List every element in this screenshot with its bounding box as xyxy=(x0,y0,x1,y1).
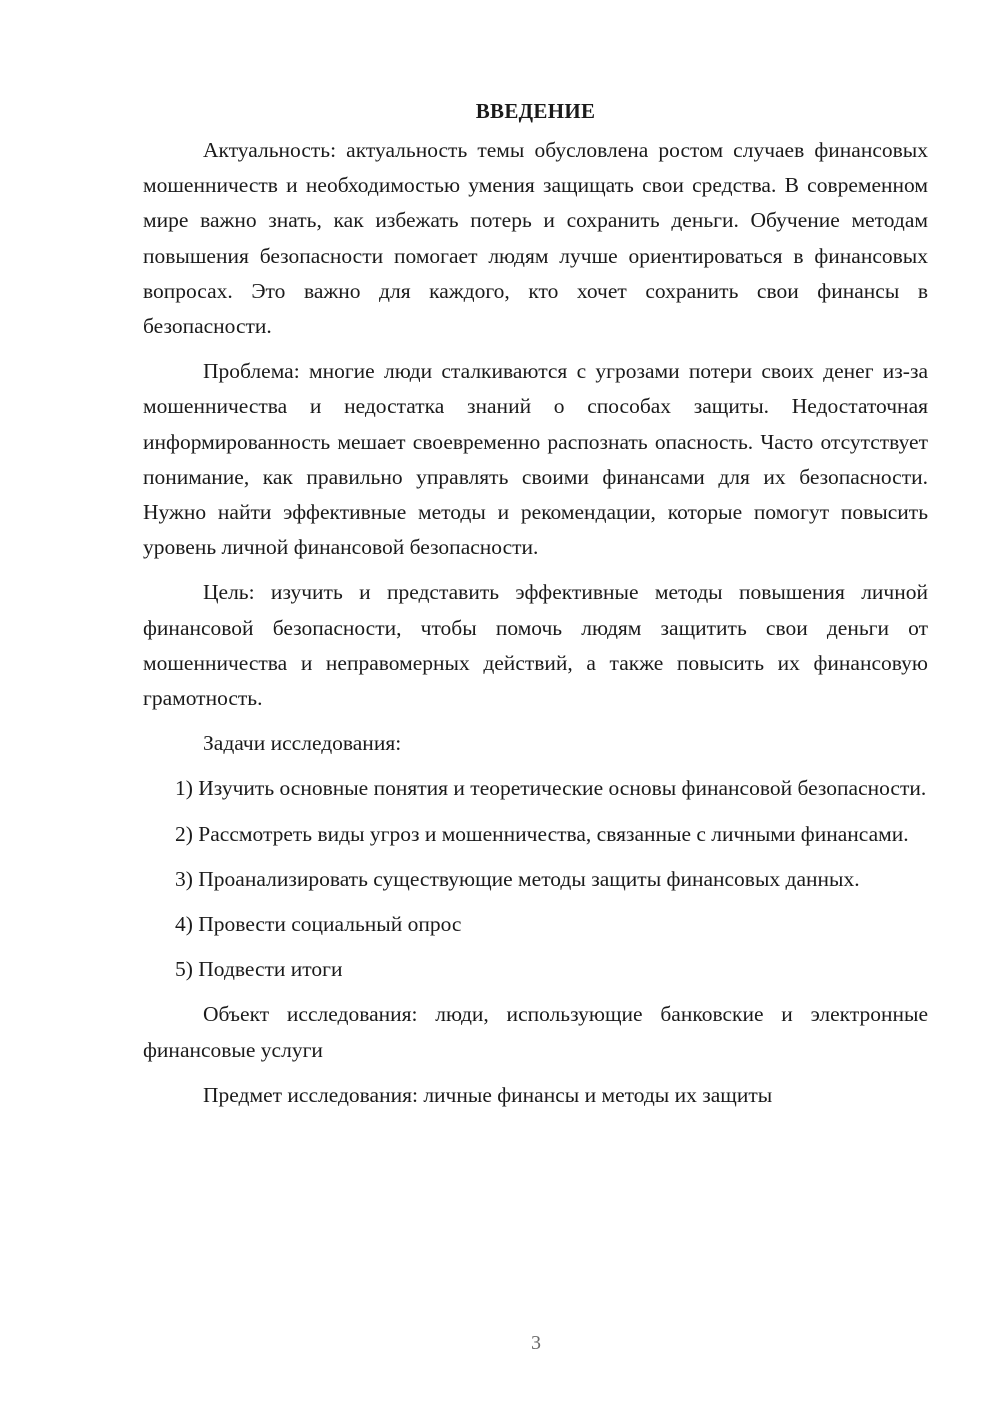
task-item-5: 5) Подвести итоги xyxy=(175,957,343,982)
task-item-2: 2) Рассмотреть виды угроз и мошенничества, связанные с личными финансами. xyxy=(175,821,909,846)
relevance-paragraph: Актуальность: актуальность темы обусловлена ростом случаев финансовых мошенничеств и необходимостью умения защищать свои средства. В современном мире важно знать, как избежать потерь и сохранить деньги. Обучение методам повышения безопасности помогает людям лучше ориентироваться в финансовых вопросах. Это важно для каждого, кто хочет сохранить свои финансы в безопасности. xyxy=(143,138,928,339)
task-item-1: 1) Изучить основные понятия и теоретические основы финансовой безопасности. xyxy=(175,776,927,801)
tasks-title: Задачи исследования: xyxy=(203,731,402,756)
goal-paragraph: Цель: изучить и представить эффективные методы повышения личной финансовой безопасности, чтобы помочь людям защитить свои деньги от мошенничества и неправомерных действий, а также повысить их финансовую грамотность. xyxy=(143,580,928,711)
object-paragraph: Объект исследования: люди, использующие банковские и электронные финансовые услуги xyxy=(143,1002,928,1062)
problem-paragraph: Проблема: многие люди сталкиваются с угрозами потери своих денег из-за мошенничества и недостатка знаний о способах защиты. Недостаточная информированность мешает своевременно распознать опасность. Часто отсутствует понимание, как правильно управлять своими финансами для их безопасности. Нужно найти эффективные методы и рекомендации, которые помогут повысить уровень личной финансовой безопасности. xyxy=(143,359,928,560)
subject-paragraph: Предмет исследования: личные финансы и методы их защиты xyxy=(203,1082,773,1107)
page-number: 3 xyxy=(531,1332,541,1354)
task-item-4: 4) Провести социальный опрос xyxy=(175,912,462,937)
page-title: ВВЕДЕНИЕ xyxy=(475,99,596,123)
task-item-3: 3) Проанализировать существующие методы защиты финансовых данных. xyxy=(175,866,860,891)
page-content xyxy=(143,94,928,1123)
